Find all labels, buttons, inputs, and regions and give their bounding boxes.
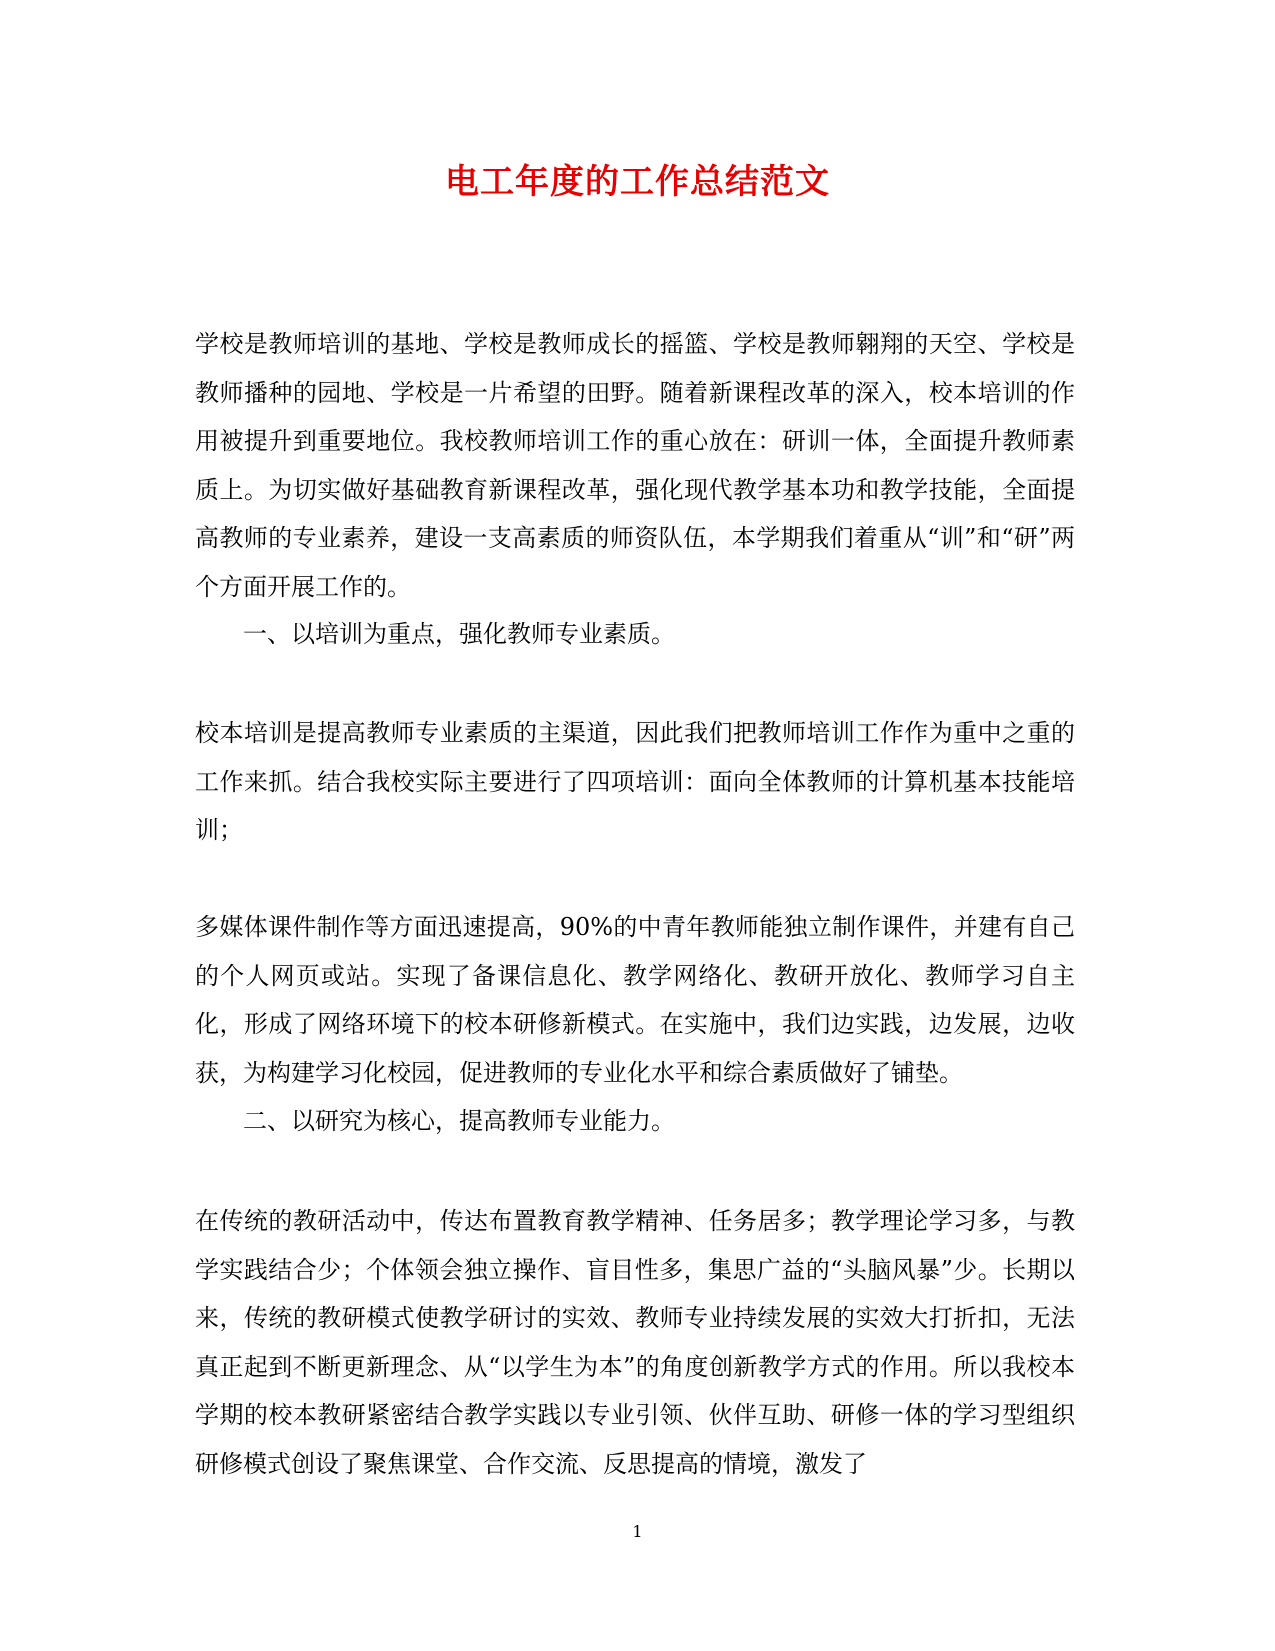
paragraph-intro: 学校是教师培训的基地、学校是教师成长的摇篮、学校是教师翱翔的天空、学校是教师播种的园地、学校是一片希望的田野。随着新课程改革的深入，校本培训的作用被提升到重要地位。我校教师培训工作的重心放在：研训一体，全面提升教师素质上。为切实做好基础教育新课程改革，强化现代教学基本功和教学技能，全面提高教师的专业素养，建设一支高素质的师资队伍，本学期我们着重从“训”和“研”两个方面开展工作的。 — [195, 330, 1075, 601]
page-number: 1 — [632, 1522, 643, 1541]
section-heading-training: 一、以培训为重点，强化教师专业素质。 — [243, 620, 675, 648]
page-title: 电工年度的工作总结范文 — [445, 162, 830, 202]
paragraph-research: 在传统的教研活动中，传达布置教育教学精神、任务居多；教学理论学习多，与教学实践结合少；个体领会独立操作、盲目性多，集思广益的“头脑风暴”少。长期以来，传统的教研模式使教学研讨的实效、教师专业持续发展的实效大打折扣，无法真正起到不断更新理念、从“以学生为本”的角度创新教学方式的作用。所以我校本学期的校本教研紧密结合教学实践以专业引领、伙伴互助、研修一体的学习型组织研修模式创设了聚焦课堂、合作交流、反思提高的情境，激发了 — [195, 1207, 1075, 1478]
paragraph-multimedia: 多媒体课件制作等方面迅速提高，90%的中青年教师能独立制作课件，并建有自己的个人网页或站。实现了备课信息化、教学网络化、教研开放化、教师学习自主化，形成了网络环境下的校本研修新模式。在实施中，我们边实践，边发展，边收获，为构建学习化校园，促进教师的专业化水平和综合素质做好了铺垫。 — [195, 913, 1075, 1087]
paragraph-training: 校本培训是提高教师专业素质的主渠道，因此我们把教师培训工作作为重中之重的工作来抓。结合我校实际主要进行了四项培训：面向全体教师的计算机基本技能培训； — [195, 719, 1075, 844]
section-heading-research: 二、以研究为核心，提高教师专业能力。 — [243, 1107, 675, 1135]
